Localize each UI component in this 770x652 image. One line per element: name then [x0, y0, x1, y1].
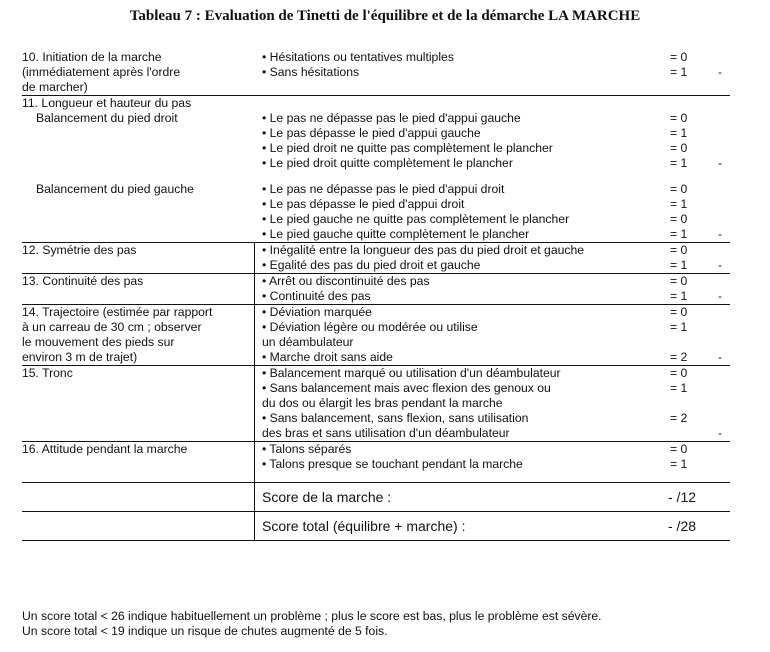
tinetti-gait-table	[22, 50, 730, 541]
section-trunk	[22, 365, 730, 441]
item-text: • Le pied gauche ne quitte pas complètement le plancher	[262, 212, 570, 226]
table-row	[22, 65, 730, 80]
table-row	[22, 350, 730, 365]
section-step-length	[22, 95, 730, 242]
footnote: Un score total < 19 indique un risque de chutes augmenté de 5 fois.	[22, 624, 388, 638]
item-score: = 2	[670, 350, 688, 364]
table-row	[22, 335, 730, 350]
table-row	[22, 396, 730, 411]
table-row	[22, 381, 730, 396]
section-initiation	[22, 50, 730, 95]
section-label: 12. Symétrie des pas	[22, 243, 137, 257]
item-score: = 2	[670, 411, 688, 425]
table-row	[22, 50, 730, 65]
table-row	[22, 411, 730, 426]
item-score: = 0	[670, 182, 688, 196]
footnotes	[22, 609, 602, 639]
item-mark: -	[718, 426, 723, 440]
section-label: 14. Trajectoire (estimée par rapport	[22, 305, 213, 319]
item-score: = 0	[670, 366, 688, 380]
footnote: Un score total < 26 indique habituellement un problème ; plus le score est bas, plus le problème est sévère.	[22, 609, 602, 623]
table-bottom-border	[22, 540, 730, 541]
item-text: • Inégalité entre la longueur des pas du pied droit et gauche	[262, 243, 585, 257]
item-text: • Arrêt ou discontinuité des pas	[262, 274, 430, 288]
gait-score-value: - /12	[668, 489, 697, 505]
subsection-label: Balancement du pied droit	[36, 111, 178, 125]
table-row	[22, 141, 730, 156]
subsection-label: Balancement du pied gauche	[36, 182, 194, 196]
item-mark: -	[718, 65, 723, 79]
item-mark: -	[718, 350, 723, 364]
item-score: = 0	[670, 442, 688, 456]
item-text: • Le pied droit quitte complètement le plancher	[262, 156, 513, 170]
spacer	[22, 472, 730, 482]
section-step-symmetry	[22, 242, 730, 273]
table-row	[22, 442, 730, 457]
item-score: = 1	[670, 457, 688, 471]
table-row	[22, 197, 730, 212]
table-row	[22, 111, 730, 126]
section-label: à un carreau de 30 cm ; observer	[22, 320, 202, 334]
table-row	[22, 96, 730, 111]
item-text: • Hésitations ou tentatives multiples	[262, 50, 454, 64]
section-label: (immédiatement après l'ordre	[22, 65, 181, 79]
table-row	[22, 243, 730, 258]
section-trajectory	[22, 304, 730, 365]
table-row	[22, 156, 730, 171]
table-row	[22, 212, 730, 227]
item-text: des bras et sans utilisation d'un déambulateur	[262, 426, 510, 440]
section-label: 15. Tronc	[22, 366, 73, 380]
table-row	[22, 289, 730, 304]
item-text: • Egalité des pas du pied droit et gauche	[262, 258, 481, 272]
table-title: Tableau 7 : Evaluation de Tinetti de l'équilibre et de la démarche LA MARCHE	[129, 8, 641, 24]
item-text: • Le pied droit ne quitte pas complètement le plancher	[262, 141, 553, 155]
item-score: = 0	[670, 50, 688, 64]
section-label: 16. Attitude pendant la marche	[22, 442, 188, 456]
table-row	[22, 126, 730, 141]
table-row	[22, 457, 730, 472]
total-score-label: Score total (équilibre + marche) :	[262, 518, 466, 534]
table-row	[22, 366, 730, 381]
item-mark: -	[718, 227, 723, 241]
item-score: = 1	[670, 227, 688, 241]
item-score: = 1	[670, 381, 688, 395]
item-score: = 0	[670, 111, 688, 125]
section-label: le mouvement des pieds sur	[22, 335, 175, 349]
item-text: • Balancement marqué ou utilisation d'un déambulateur	[262, 366, 561, 380]
gait-score-label: Score de la marche :	[262, 489, 392, 505]
item-text: • Le pas dépasse le pied d'appui droit	[262, 197, 465, 211]
item-text: • Talons presque se touchant pendant la marche	[262, 457, 523, 471]
table-row	[22, 80, 730, 95]
section-walking-stance	[22, 441, 730, 482]
total-score-row	[22, 511, 730, 540]
item-text: • Sans hésitations	[262, 65, 360, 79]
item-score: = 1	[670, 320, 688, 334]
item-score: = 0	[670, 243, 688, 257]
item-score: = 1	[670, 65, 688, 79]
item-text: • Le pas ne dépasse pas le pied d'appui droit	[262, 182, 505, 196]
item-text: • Le pied gauche quitte complètement le plancher	[262, 227, 530, 241]
table-row	[22, 258, 730, 273]
item-score: = 0	[670, 274, 688, 288]
item-score: = 0	[670, 141, 688, 155]
table-row	[22, 426, 730, 441]
item-text: • Le pas ne dépasse pas le pied d'appui gauche	[262, 111, 521, 125]
item-text: • Marche droit sans aide	[262, 350, 393, 364]
section-label: 13. Continuité des pas	[22, 274, 144, 288]
item-text: • Le pas dépasse le pied d'appui gauche	[262, 126, 481, 140]
item-mark: -	[718, 258, 723, 272]
section-label: de marcher)	[22, 80, 88, 94]
table-row	[22, 274, 730, 289]
table-row	[22, 227, 730, 242]
item-text: • Sans balancement mais avec flexion des genoux ou	[262, 381, 551, 395]
item-score: = 1	[670, 126, 688, 140]
section-step-continuity	[22, 273, 730, 304]
item-text: un déambulateur	[262, 335, 354, 349]
section-label: environ 3 m de trajet)	[22, 350, 138, 364]
item-text: • Talons séparés	[262, 442, 352, 456]
section-label: 11. Longueur et hauteur du pas	[22, 96, 192, 110]
spacer	[22, 171, 730, 182]
item-text: • Continuité des pas	[262, 289, 371, 303]
item-score: = 1	[670, 197, 688, 211]
column-divider	[254, 512, 255, 540]
item-score: = 1	[670, 258, 688, 272]
item-mark: -	[718, 289, 723, 303]
total-score-value: - /28	[668, 518, 697, 534]
item-score: = 1	[670, 156, 688, 170]
item-text: • Sans balancement, sans flexion, sans utilisation	[262, 411, 529, 425]
item-score: = 1	[670, 289, 688, 303]
item-mark: -	[718, 156, 723, 170]
item-text: • Déviation légère ou modérée ou utilise	[262, 320, 478, 334]
item-text: • Déviation marquée	[262, 305, 372, 319]
item-score: = 0	[670, 212, 688, 226]
item-text: du dos ou élargit les bras pendant la marche	[262, 396, 503, 410]
table-row	[22, 320, 730, 335]
table-row	[22, 305, 730, 320]
item-score: = 0	[670, 305, 688, 319]
table-row	[22, 182, 730, 197]
gait-score-row	[22, 482, 730, 511]
section-label: 10. Initiation de la marche	[22, 50, 162, 64]
column-divider	[254, 483, 255, 511]
